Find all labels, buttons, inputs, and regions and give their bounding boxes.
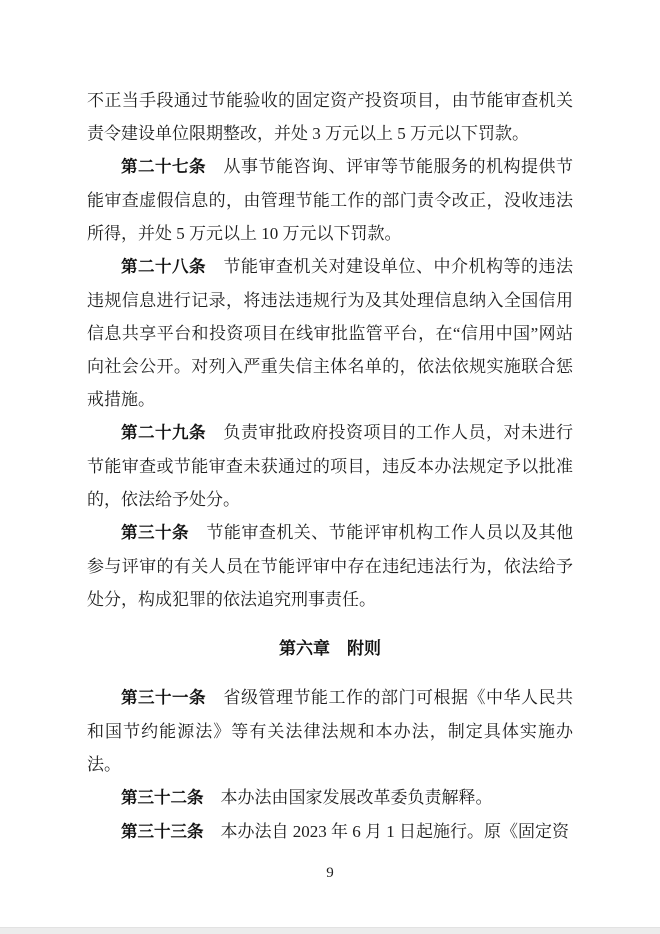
paragraph-article-31	[87, 681, 573, 781]
paragraph-article-30	[87, 516, 573, 616]
article-text: 节能审查机关、节能评审机构工作人员以及其他参与评审的有关人员在节能评审中存在违纪违法行为，依法给予处分，构成犯罪的依法追究刑事责任。	[87, 523, 574, 609]
article-number: 第三十一条	[121, 689, 206, 707]
article-text: 从事节能咨询、评审等节能服务的机构提供节能审查虚假信息的，由管理节能工作的部门责令改正，没收违法所得，并处 5 万元以上 10 万元以下罚款。	[87, 157, 573, 243]
article-text: 本办法由国家发展改革委负责解释。	[203, 788, 493, 807]
article-text: 省级管理节能工作的部门可根据《中华人民共和国节约能源法》等有关法律法规和本办法，制定具体实施办法。	[87, 688, 573, 774]
paragraph-article-33	[87, 815, 573, 849]
article-text: 节能审查机关对建设单位、中介机构等的违法违规信息进行记录，将违法违规行为及其处理信息纳入全国信用信息共享平台和投资项目在线审批监管平台，在“信用中国”网站向社会公开。对列入严重失信主体名单的，依法依规实施联合惩戒措施。	[87, 257, 573, 409]
article-text: 本办法自 2023 年 6 月 1 日起施行。原《固定资	[203, 822, 569, 841]
article-number: 第二十七条	[121, 158, 206, 176]
article-number: 第二十九条	[121, 424, 206, 442]
paragraph-article-29	[87, 416, 573, 516]
page-number: 9	[326, 865, 334, 881]
article-number: 第三十三条	[121, 823, 204, 841]
document-content	[87, 84, 573, 890]
article-text: 负责审批政府投资项目的工作人员，对未进行节能审查或节能审查未获通过的项目，违反本办法规定予以批准的，依法给予处分。	[87, 423, 573, 509]
article-number: 第三十二条	[121, 789, 204, 807]
chapter-heading: 第六章 附则	[279, 639, 381, 658]
paragraph-article-32	[87, 781, 573, 815]
article-number: 第二十八条	[121, 258, 206, 276]
paragraph-article-26-continuation	[87, 84, 573, 150]
article-text: 不正当手段通过节能验收的固定资产投资项目，由节能审查机关责令建设单位限期整改，并处 3 万元以上 5 万元以下罚款。	[87, 91, 573, 143]
viewer-bottom-bar	[0, 927, 660, 934]
article-number: 第三十条	[121, 524, 189, 542]
paragraph-article-27	[87, 150, 573, 250]
paragraph-article-28	[87, 250, 573, 416]
